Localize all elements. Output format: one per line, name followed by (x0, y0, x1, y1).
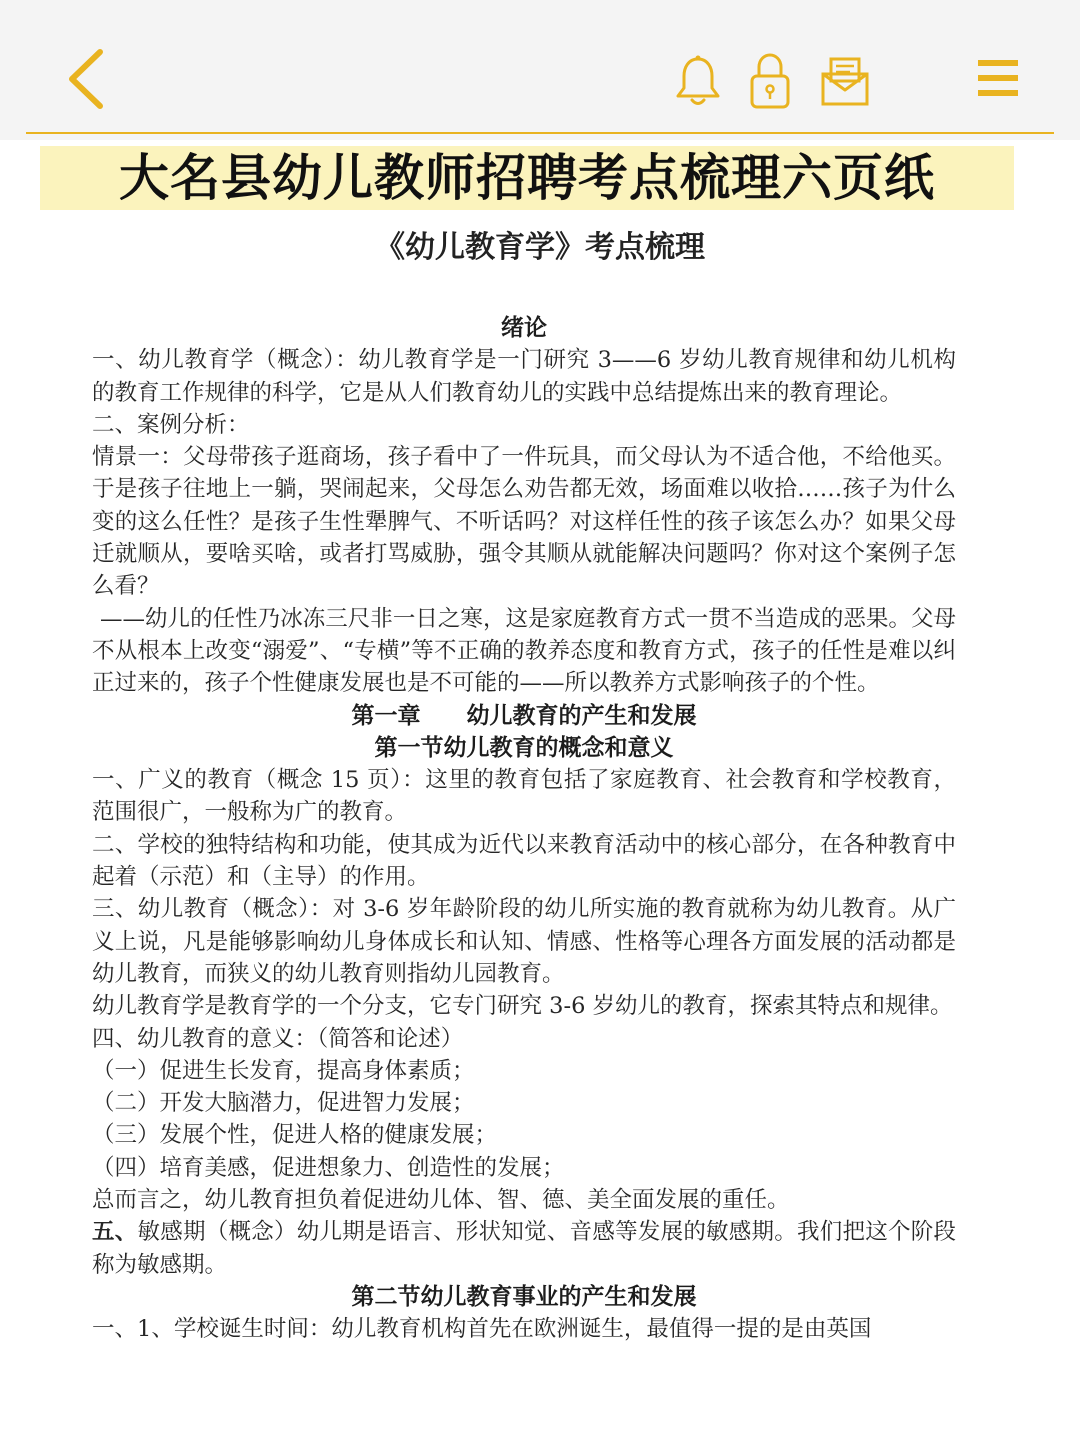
section-heading: 第一节幼儿教育的概念和意义 (374, 733, 674, 761)
list-item: （三）发展个性，促进人格的健康发展； (92, 1122, 498, 1149)
list-item: （一）促进生长发育，提高身体素质； (92, 1057, 475, 1084)
document-body (92, 312, 956, 1346)
list-item: （四）培育美感，促进想象力、创造性的发展； (92, 1154, 565, 1181)
section-heading-intro: 绪论 (501, 314, 547, 341)
paragraph-lead: 五、 (92, 1219, 138, 1246)
mail-icon[interactable] (820, 56, 870, 106)
bell-icon[interactable] (674, 54, 722, 108)
chevron-left-icon[interactable] (62, 46, 108, 112)
paragraph: 二、学校的独特结构和功能，使其成为近代以来教育活动中的核心部分，在各种教育中起着（示范）和（主导）的作用。 (92, 831, 956, 891)
paragraph (92, 1216, 956, 1281)
top-toolbar (0, 0, 1080, 140)
paragraph-text: 敏感期（概念）幼儿期是语言、形状知觉、音感等发展的敏感期。我们把这个阶段称为敏感期。 (92, 1219, 956, 1278)
paragraph: 二、案例分析： (92, 411, 250, 438)
paragraph: 一、幼儿教育学（概念）：幼儿教育学是一门研究 3——6 岁幼儿教育规律和幼儿机构的教育工作规律的科学，它是从人们教育幼儿的实践中总结提炼出来的教育理论。 (92, 347, 956, 406)
menu-icon[interactable] (976, 58, 1020, 98)
paragraph: 四、幼儿教育的意义：（简答和论述） (92, 1025, 464, 1052)
lock-icon[interactable] (748, 52, 792, 110)
title-highlight (40, 146, 1014, 210)
paragraph: 三、幼儿教育（概念）：对 3-6 岁年龄阶段的幼儿所实施的教育就称为幼儿教育。从广义上说，凡是能够影响幼儿身体成长和认知、情感、性格等心理各方面发展的活动都是幼儿教育，而狭义的幼儿教育则指幼儿园教育。 (92, 896, 956, 987)
paragraph: 一、1、学校诞生时间：幼儿教育机构首先在欧洲诞生，最值得一提的是由英国 (92, 1316, 872, 1343)
paragraph: 幼儿教育学是教育学的一个分支，它专门研究 3-6 岁幼儿的教育，探索其特点和规律。 (92, 993, 953, 1020)
list-item: （二）开发大脑潜力，促进智力发展； (92, 1090, 475, 1117)
paragraph: 总而言之，幼儿教育担负着促进幼儿体、智、德、美全面发展的重任。 (92, 1187, 790, 1214)
paragraph: 情景一：父母带孩子逛商场，孩子看中了一件玩具，而父母认为不适合他，不给他买。于是孩子往地上一躺，哭闹起来，父母怎么劝告都无效，场面难以收拾……孩子为什么变的这么任性？是孩子生性犟脾气、不听话吗？对这样任性的孩子该怎么办？如果父母迁就顺从，要啥买啥，或者打骂威胁，强令其顺从就能解决问题吗？你对这个案例子怎么看？ (92, 444, 956, 600)
paragraph: ——幼儿的任性乃冰冻三尺非一日之寒，这是家庭教育方式一贯不当造成的恶果。父母不从根本上改变“溺爱”、“专横”等不正确的教养态度和教育方式，孩子的任性是难以纠正过来的，孩子个性健康发展也是不可能的——所以教养方式影响孩子的个性。 (92, 605, 956, 697)
section-heading: 第二节幼儿教育事业的产生和发展 (351, 1282, 697, 1310)
page-title: 大名县幼儿教师招聘考点梳理六页纸 (119, 149, 935, 207)
document-subtitle: 《幼儿教育学》考点梳理 (375, 230, 705, 265)
toolbar-divider (26, 132, 1054, 134)
paragraph: 一、广义的教育（概念 15 页）：这里的教育包括了家庭教育、社会教育和学校教育，范围很广，一般称为广的教育。 (92, 767, 956, 826)
chapter-heading: 第一章 幼儿教育的产生和发展 (351, 701, 697, 729)
